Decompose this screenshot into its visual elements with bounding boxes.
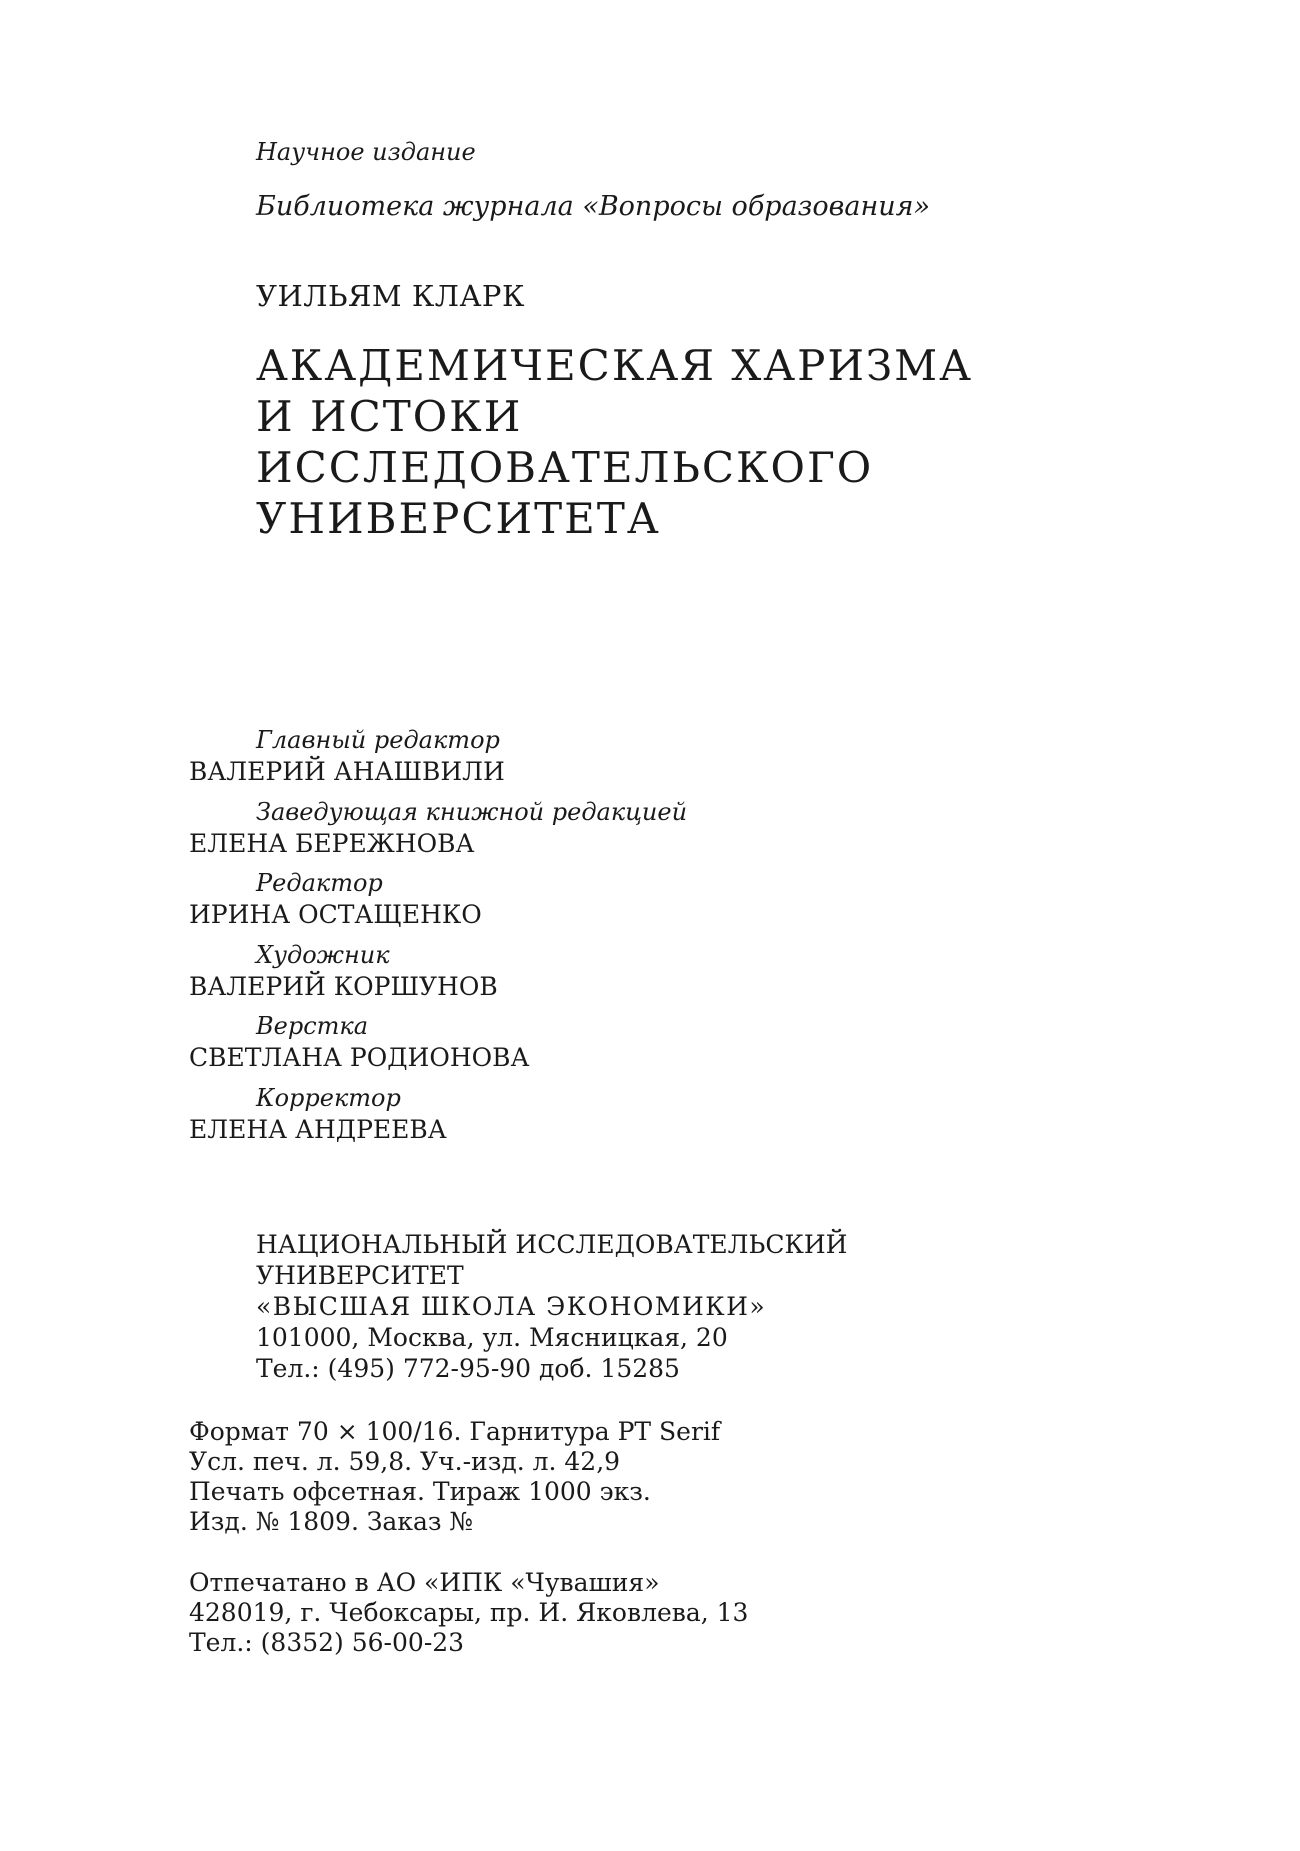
spec-line: Формат 70 × 100/16. Гарнитура PT Serif (189, 1417, 721, 1446)
credit-chief-editor (189, 724, 989, 796)
publisher-line: УНИВЕРСИТЕТ (256, 1261, 464, 1290)
publisher-address: 101000, Москва, ул. Мясницкая, 20 (256, 1323, 728, 1352)
credit-layout (189, 1010, 989, 1082)
printer-phone: Тел.: (8352) 56-00-23 (189, 1628, 465, 1657)
credit-head-of-editorial (189, 796, 989, 868)
credit-artist (189, 939, 989, 1011)
credit-name: ЕЛЕНА БЕРЕЖНОВА (189, 828, 475, 858)
publisher-line: НАЦИОНАЛЬНЫЙ ИССЛЕДОВАТЕЛЬСКИЙ (256, 1230, 848, 1259)
credit-editor (189, 867, 989, 939)
credit-role: Заведующая книжной редакцией (256, 797, 688, 826)
credit-name: ВАЛЕРИЙ КОРШУНОВ (189, 971, 498, 1001)
series-title: Библиотека журнала «Вопросы образования» (256, 191, 931, 222)
edition-type: Научное издание (256, 138, 476, 166)
credit-name: СВЕТЛАНА РОДИОНОВА (189, 1043, 530, 1072)
credit-role: Главный редактор (256, 726, 500, 754)
publisher-info (256, 1229, 847, 1384)
credits-list (189, 724, 989, 1153)
credit-name: ИРИНА ОСТАЩЕНКО (189, 900, 482, 929)
book-title (256, 340, 973, 544)
title-line: ИССЛЕДОВАТЕЛЬСКОГО (256, 443, 874, 492)
print-specs (189, 1417, 720, 1537)
publisher-line: «ВЫСШАЯ ШКОЛА ЭКОНОМИКИ» (256, 1292, 767, 1321)
credit-role: Художник (256, 940, 390, 969)
printer-info (189, 1568, 748, 1658)
credit-name: ВАЛЕРИЙ АНАШВИЛИ (189, 757, 505, 786)
credit-role: Редактор (256, 869, 383, 897)
credit-proofreader (189, 1082, 989, 1154)
title-line: АКАДЕМИЧЕСКАЯ ХАРИЗМА (256, 341, 973, 390)
credit-role: Корректор (256, 1083, 401, 1112)
title-line: И ИСТОКИ (256, 392, 523, 441)
credit-name: ЕЛЕНА АНДРЕЕВА (189, 1114, 447, 1144)
author-name: УИЛЬЯМ КЛАРК (256, 279, 525, 313)
publisher-phone: Тел.: (495) 772-95-90 доб. 15285 (256, 1354, 680, 1383)
credit-role: Верстка (256, 1012, 369, 1040)
spec-line: Печать офсетная. Тираж 1000 экз. (189, 1477, 651, 1506)
title-line: УНИВЕРСИТЕТА (256, 494, 661, 543)
printer-address: 428019, г. Чебоксары, пр. И. Яковлева, 13 (189, 1598, 749, 1627)
spec-line: Усл. печ. л. 59,8. Уч.-изд. л. 42,9 (189, 1447, 621, 1476)
printer-line: Отпечатано в АО «ИПК «Чувашия» (189, 1568, 660, 1597)
spec-line: Изд. № 1809. Заказ № (189, 1507, 474, 1536)
